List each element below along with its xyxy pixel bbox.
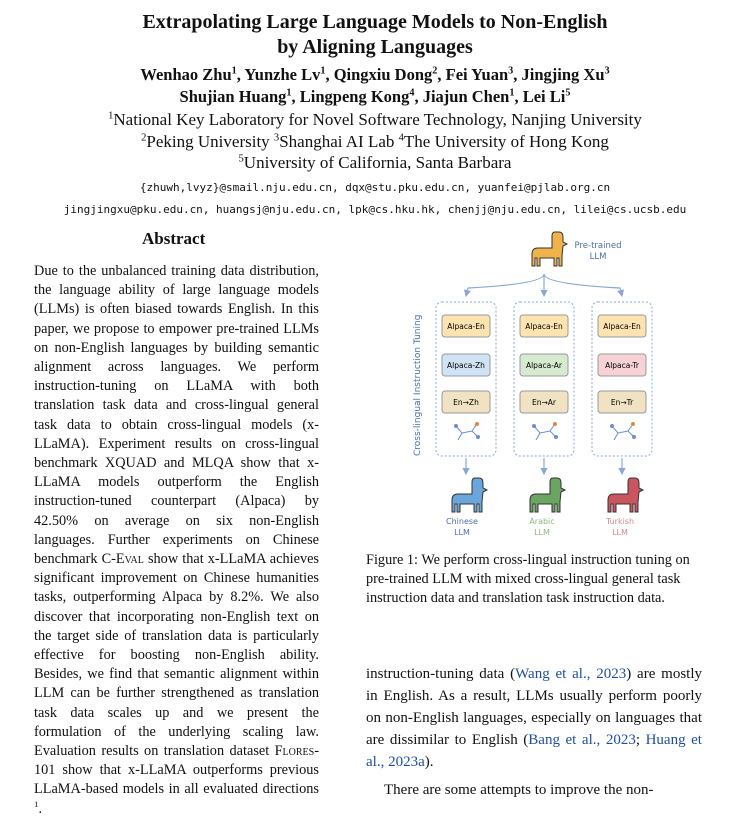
affiliation: Peking University	[146, 131, 274, 151]
box-label: En→Tr	[610, 398, 634, 407]
author-name: Jiajun Chen	[422, 87, 510, 106]
pretrained-label-2: LLM	[589, 252, 607, 262]
output-label-ar: Arabic	[529, 517, 555, 526]
author-name: Jingjing Xu	[521, 65, 605, 84]
affiliation-line-3	[0, 152, 750, 174]
affiliation: National Key Laboratory for Novel Software Technology, Nanjing University	[113, 110, 642, 129]
box-label: Alpaca-Zh	[447, 361, 485, 370]
citation-link[interactable]: Bang et al., 2023	[528, 732, 636, 748]
figure-1	[398, 226, 698, 548]
email-line-2: jingjingxu@pku.edu.cn, huangsj@nju.edu.cn, lpk@cs.hku.hk, chenjj@nju.edu.cn, lilei@cs.ucsb.edu	[63, 203, 687, 216]
output-label-ar-2: LLM	[534, 528, 550, 537]
figure-caption: Figure 1: We perform cross-lingual instruction tuning on pre-trained LLM with mixed cross-lingual general task instruction data and translation task instruction data.	[366, 552, 690, 607]
pretrained-label-1: Pre-trained	[574, 241, 622, 251]
author-name: Lingpeng Kong	[299, 87, 410, 106]
author-affil-mark: 1	[286, 87, 292, 99]
author-affil-mark: 3	[604, 65, 610, 77]
text-run: ) are mostly in English. As a result, LLMs usually perform poorly on non-English languages, especially on languages that are dissimilar to English (	[366, 666, 702, 748]
affiliation-line-2	[0, 131, 750, 153]
output-label-zh-2: LLM	[454, 528, 470, 537]
box-label: Alpaca-Ar	[525, 361, 563, 370]
text-run: ;	[635, 732, 646, 748]
abstract-heading: Abstract	[142, 229, 206, 248]
alignment-icon	[533, 423, 558, 441]
turkish-llama-icon	[608, 478, 643, 512]
affil-mark: 5	[238, 153, 244, 165]
citation-link[interactable]: Wang et al., 2023	[515, 666, 627, 682]
author-name: Lei Li	[522, 87, 566, 106]
output-label-tr: Turkish	[605, 517, 635, 526]
paragraph	[366, 663, 702, 773]
author-name: Shujian Huang	[179, 87, 287, 106]
affiliation: University of California, Santa Barbara	[243, 153, 512, 172]
chinese-llama-icon	[452, 478, 487, 512]
benchmark-name: C-Eval	[101, 551, 144, 568]
branch-arrow	[466, 274, 544, 296]
title-line-2: by Aligning Languages	[277, 36, 473, 58]
figure-diagram	[398, 226, 698, 548]
abstract-part: .	[38, 800, 43, 817]
alignment-icon	[455, 423, 480, 441]
footnote-mark[interactable]: 1	[34, 798, 39, 809]
author-affil-mark: 1	[231, 65, 237, 77]
author-list	[0, 64, 750, 108]
abstract-part: show that x-LLaMA achieves significant improvement on Chinese humanities tasks, outperforming Alpaca by 8.2%. We also discover that incorporating non-English text on the target side of translation data is particularly effective for boosting non-English ability. Besides, we find that semantic alignment within LLM can be further strengthened as translation task data scales up and we present the formulation of the underlying scaling law. Evaluation results on translation dataset	[34, 551, 319, 760]
affil-mark: 2	[141, 131, 147, 143]
affiliation: The University of Hong Kong	[403, 131, 609, 151]
box-label: En→Zh	[453, 398, 479, 407]
box-label: Alpaca-Tr	[605, 361, 639, 370]
text-run: instruction-tuning data (	[366, 666, 516, 682]
box-label: Alpaca-En	[603, 322, 641, 331]
author-affil-mark: 5	[565, 87, 571, 99]
affiliation: Shanghai AI Lab	[279, 131, 399, 151]
side-label: Cross-lingual Instruction Tuning	[413, 314, 423, 456]
box-label: En→Ar	[532, 398, 556, 407]
email-line-1: {zhuwh,lvyz}@smail.nju.edu.cn, dqx@stu.pku.edu.cn, yuanfei@pjlab.org.cn	[139, 181, 611, 194]
author-line-1: Wenhao Zhu$^1$, Yunzhe Lv$^1$, Qingxiu Dong$^2$, Fei Yuan$^3$, Jingjing Xu$^3$	[140, 65, 610, 84]
affil-mark: 4	[398, 131, 404, 143]
affiliations	[0, 109, 750, 174]
author-affil-mark: 1	[509, 87, 515, 99]
box-label: Alpaca-En	[525, 322, 563, 331]
author-affil-mark: 3	[508, 65, 514, 77]
author-emails	[0, 177, 750, 221]
arabic-llama-icon	[530, 478, 565, 512]
output-label-zh: Chinese	[446, 517, 478, 526]
dataset-name: Flores-101	[34, 743, 319, 779]
author-affil-mark: 2	[432, 65, 438, 77]
abstract-part: show that x-LLaMA outperforms previous LLaMA-based models in all evaluated directions	[34, 762, 319, 798]
body-text	[366, 663, 702, 801]
author-line-2: Shujian Huang$^1$, Lingpeng Kong$^4$, Jiajun Chen$^1$, Lei Li$^5$	[179, 87, 571, 106]
author-name: Qingxiu Dong	[333, 65, 433, 84]
author-name: Yunzhe Lv	[244, 65, 321, 84]
text-run: ).	[424, 754, 434, 770]
box-label: Alpaca-En	[447, 322, 485, 331]
branch-arrow	[544, 274, 622, 296]
citation-link[interactable]: Huang et al., 2023a	[366, 732, 702, 770]
abstract-part: Due to the unbalanced training data distribution, the language ability of large language models (LLMs) is often biased towards English. In this paper, we propose to empower pre-trained LLMs on non-English languages by building semantic alignment across languages. We perform instruction-tuning on LLaMA with both translation task data and cross-lingual general task data to obtain cross-lingual models (x-LLaMA). Experiment results on cross-lingual benchmark XQUAD and MLQA show that x-LLaMA models outperform the English instruction-tuned counterpart (Alpaca) by 42.50% on average on six non-English languages. Further experiments on Chinese benchmark	[34, 263, 319, 568]
paragraph: There are some attempts to improve the non-	[384, 782, 654, 798]
affil-mark: 1	[108, 110, 114, 122]
affiliation-line-1	[0, 109, 750, 131]
author-affil-mark: 4	[409, 87, 415, 99]
output-label-tr-2: LLM	[612, 528, 628, 537]
alignment-icon	[611, 423, 636, 441]
paper-title	[0, 10, 750, 60]
author-name: Fei Yuan	[445, 65, 509, 84]
pretrained-llama-icon	[532, 232, 567, 266]
author-name: Wenhao Zhu	[140, 65, 232, 84]
title-line-1: Extrapolating Large Language Models to Non-English	[142, 11, 608, 33]
author-affil-mark: 1	[320, 65, 326, 77]
abstract-text	[34, 262, 319, 819]
affil-mark: 3	[273, 131, 280, 143]
